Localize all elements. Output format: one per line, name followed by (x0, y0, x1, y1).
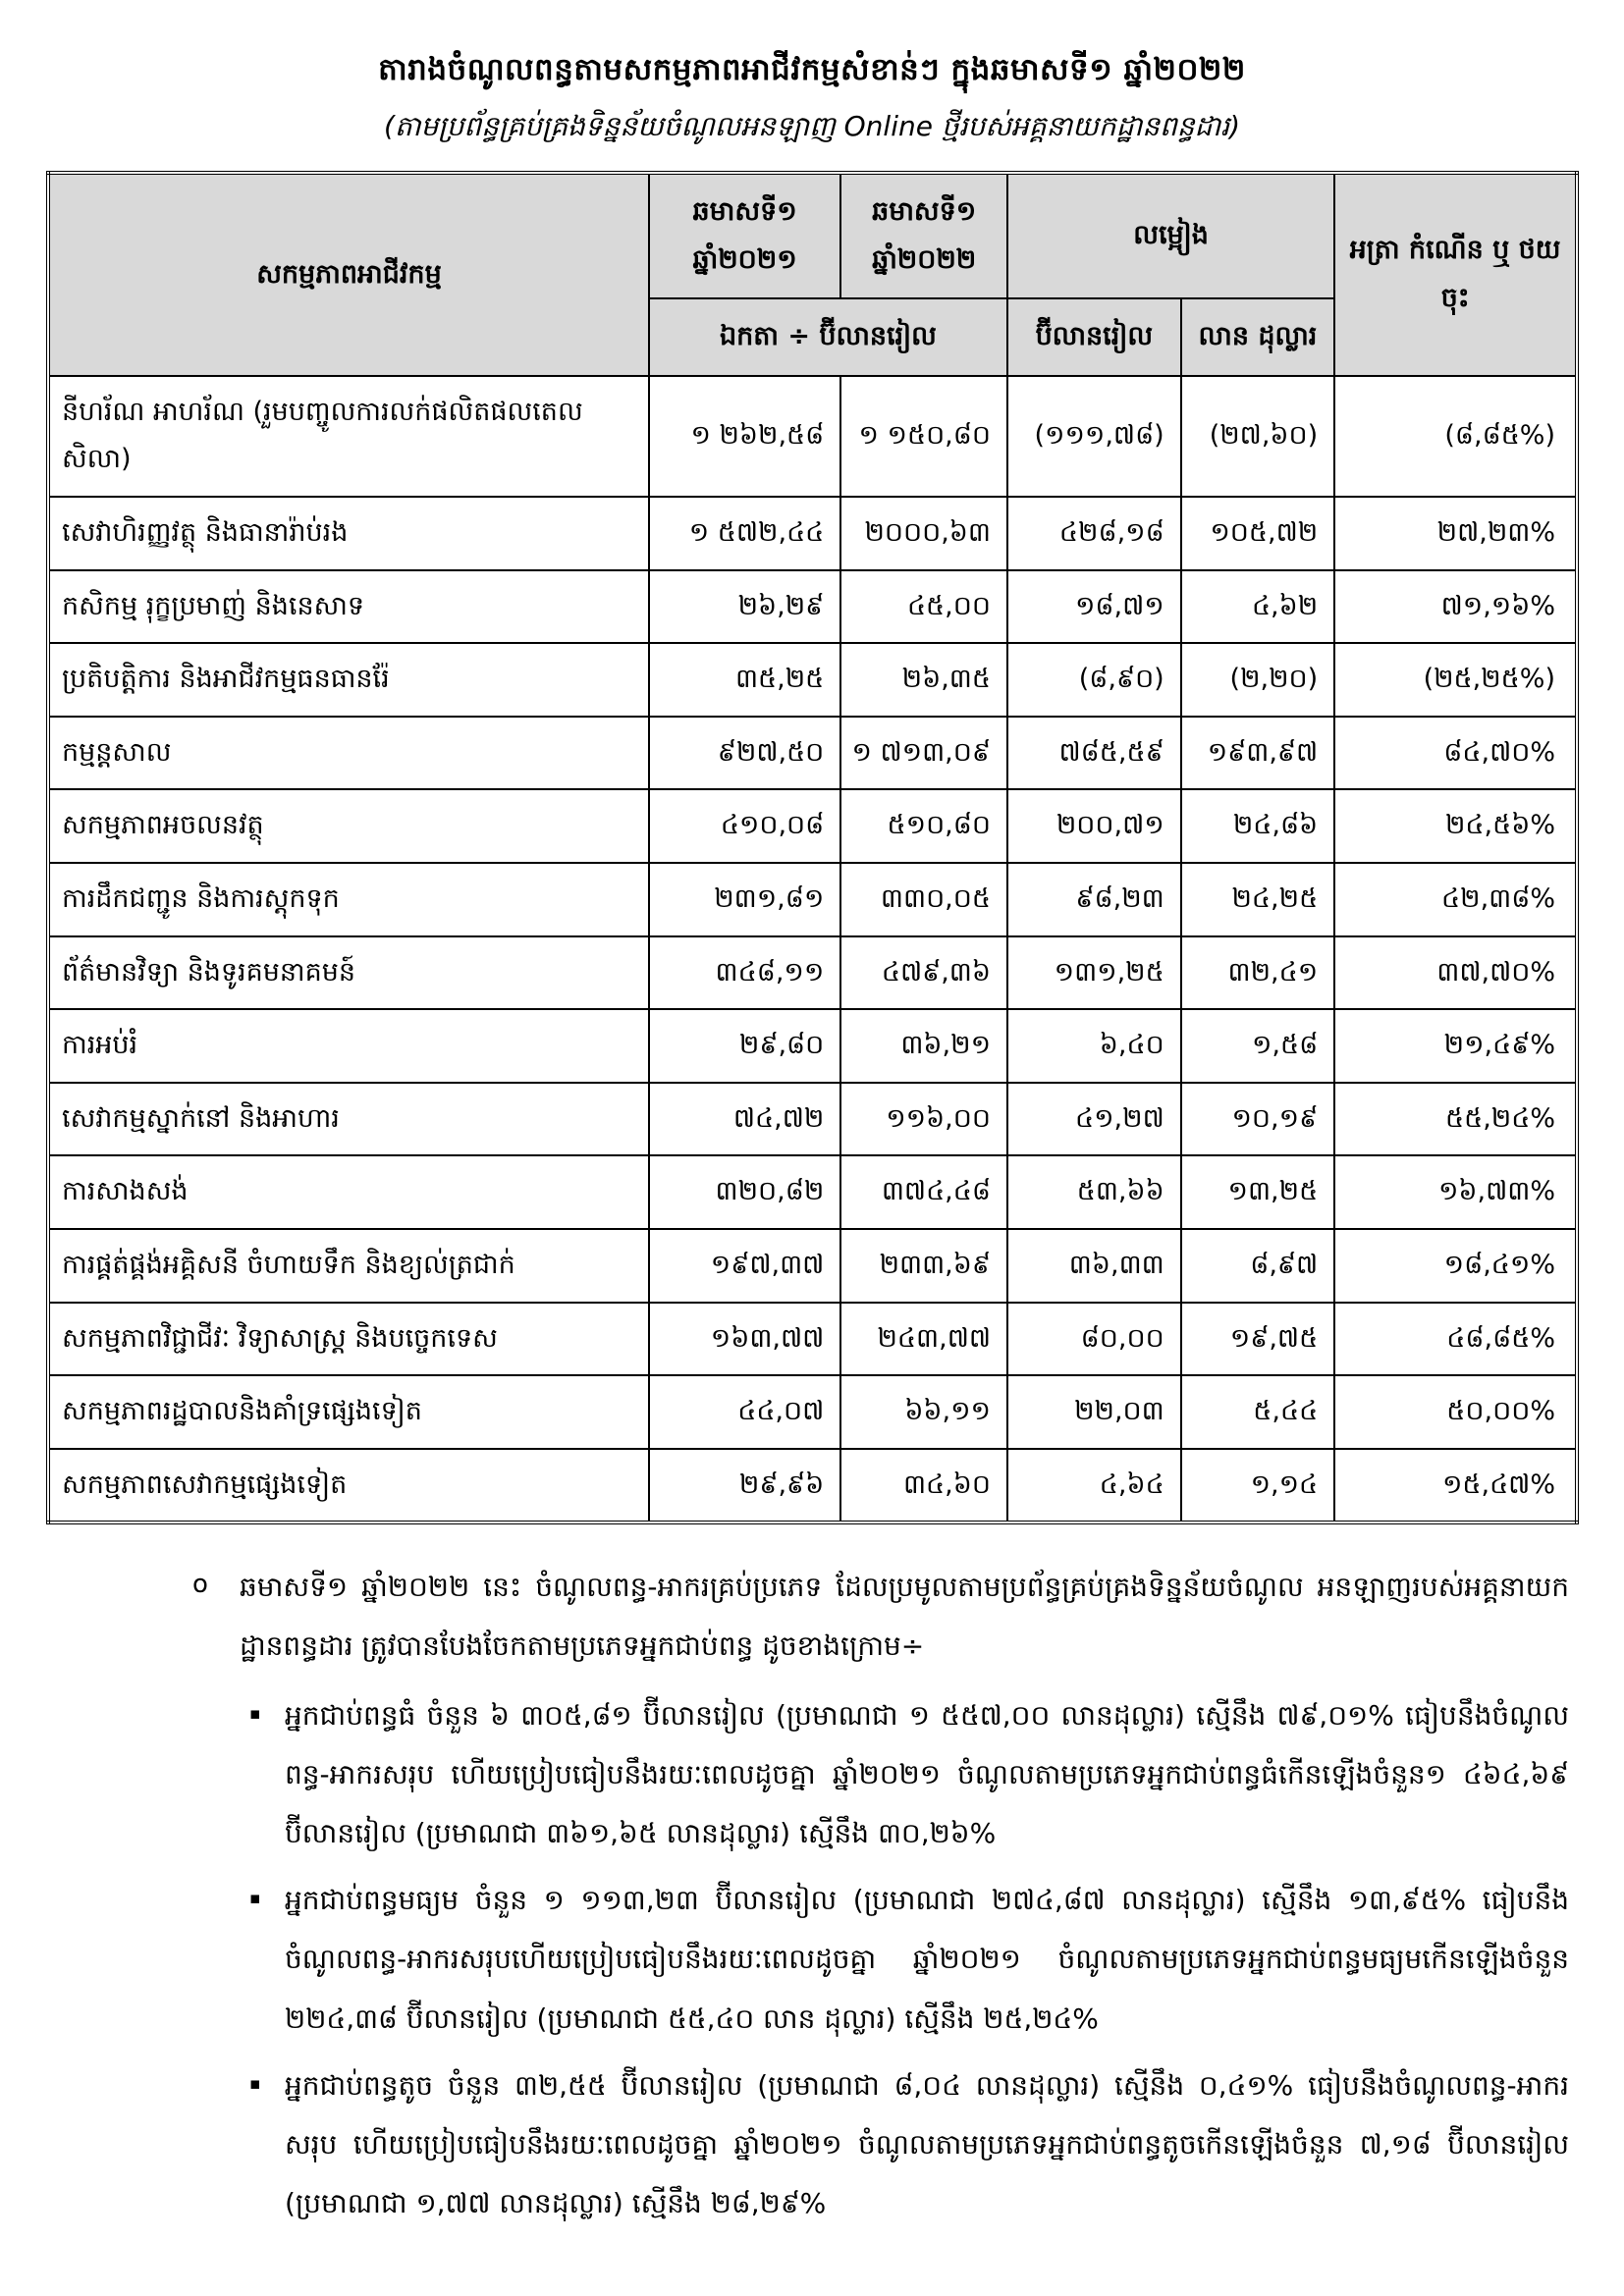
activity-cell: ប្រតិបត្តិការ និងអាជីវកម្មធនធានរ៉ែ (48, 643, 649, 717)
value-2021-cell: ៧៤,៧២ (649, 1083, 840, 1156)
value-2022-cell: ៤៥,០០ (840, 570, 1007, 644)
variance-usd-cell: ២៤,២៥ (1181, 863, 1334, 936)
activity-cell: ព័ត៌មានវិទ្យា និងទូរគមនាគមន៍ (48, 936, 649, 1010)
table-row (48, 376, 1577, 497)
activity-cell: កសិកម្ម រុក្ខប្រមាញ់ និងនេសាទ (48, 570, 649, 644)
value-2021-cell: ២៩,៩៦ (649, 1449, 840, 1523)
variance-usd-cell: (២,២០) (1181, 643, 1334, 717)
square-bullet-icon: ▪ (249, 1703, 261, 1724)
table-row (48, 789, 1577, 863)
tax-revenue-table (46, 171, 1579, 1524)
growth-rate-cell: ៤៨,៨៥% (1334, 1303, 1577, 1376)
header-variance: លម្អៀង (1007, 173, 1334, 298)
table-header (48, 173, 1577, 376)
circle-bullet-icon: o (192, 1570, 208, 1600)
note-bullet-medium-taxpayers (249, 1871, 1569, 2049)
value-2021-cell: ៣៥,២៥ (649, 643, 840, 717)
header-semester1-2021: ឆមាសទី១ ឆ្នាំ២០២១ (649, 173, 840, 298)
growth-rate-cell: (៨,៨៥%) (1334, 376, 1577, 497)
variance-riel-cell: ៦,៤០ (1007, 1009, 1181, 1083)
table-row (48, 497, 1577, 570)
value-2022-cell: ៦៦,១១ (840, 1375, 1007, 1449)
activity-cell: សេវាហិរញ្ញវត្ថុ និងធានារ៉ាប់រង (48, 497, 649, 570)
value-2022-cell: ២៣៣,៦៩ (840, 1229, 1007, 1303)
variance-usd-cell: ១៩,៧៥ (1181, 1303, 1334, 1376)
variance-usd-cell: (២៧,៦០) (1181, 376, 1334, 497)
activity-cell: សកម្មភាពវិជ្ជាជីវៈ វិទ្យាសាស្ត្រ និងបច្ចេកទេស (48, 1303, 649, 1376)
note-bullet-text: អ្នកជាប់ពន្ធតូច ចំនួន ៣២,៥៥ ប៊ីលានរៀល (ប្រមាណជា ៨,០៤ លានដុល្លារ) ស្មើនឹង ០,៤១% ធៀបនឹងចំណូលពន្ធ-អាករសរុប ហើយប្រៀបធៀបនឹងរយៈពេលដូចគ្នា ឆ្នាំ២០២១ ចំណូលតាមប្រភេទអ្នកជាប់ពន្ធតូចកើនឡើងចំនួន ៧,១៨ ប៊ីលានរៀល (ប្រមាណជា ១,៧៧ លានដុល្លារ) ស្មើនឹង ២៨,២៩% (285, 2068, 1569, 2220)
value-2021-cell: ២៣១,៨១ (649, 863, 840, 936)
activity-cell: ការអប់រំ (48, 1009, 649, 1083)
variance-riel-cell: ៥៣,៦៦ (1007, 1155, 1181, 1229)
note-bullet-small-taxpayers (249, 2056, 1569, 2234)
value-2021-cell: ៣២០,៨២ (649, 1155, 840, 1229)
variance-riel-cell: ៤១,២៧ (1007, 1083, 1181, 1156)
variance-riel-cell: ២០០,៧១ (1007, 789, 1181, 863)
variance-riel-cell: ៣៦,៣៣ (1007, 1229, 1181, 1303)
table-row (48, 1155, 1577, 1229)
square-bullet-icon: ▪ (249, 2073, 261, 2094)
variance-riel-cell: ៤២៨,១៨ (1007, 497, 1181, 570)
note-bullet-text: អ្នកជាប់ពន្ធធំ ចំនួន ៦ ៣០៥,៨១ ប៊ីលានរៀល (ប្រមាណជា ១ ៥៥៧,០០ លានដុល្លារ) ស្មើនឹង ៧៩,០១% ធៀបនឹងចំណូលពន្ធ-អាករសរុប ហើយប្រៀបធៀបនឹងរយៈពេលដូចគ្នា ឆ្នាំ២០២១ ចំណូលតាមប្រភេទអ្នកជាប់ពន្ធធំកើនឡើងចំនួន១ ៤៦៤,៦៩ ប៊ីលានរៀល (ប្រមាណជា ៣៦១,៦៥ លានដុល្លារ) ស្មើនឹង ៣០,២៦% (285, 1698, 1569, 1850)
value-2022-cell: ២៤៣,៧៧ (840, 1303, 1007, 1376)
growth-rate-cell: ២១,៤៩% (1334, 1009, 1577, 1083)
variance-riel-cell: (៨,៩០) (1007, 643, 1181, 717)
table-row (48, 1449, 1577, 1523)
notes-section (192, 1558, 1569, 2233)
header-unit: ឯកតា ÷ ប៊ីលានរៀល (649, 298, 1007, 376)
value-2022-cell: ១ ៧១៣,០៩ (840, 717, 1007, 790)
header-row-1 (48, 173, 1577, 298)
table-row (48, 936, 1577, 1010)
square-bullet-icon: ▪ (249, 1889, 261, 1909)
variance-usd-cell: ២៤,៨៦ (1181, 789, 1334, 863)
note-intro-item (192, 1558, 1569, 1676)
variance-riel-cell: ៨០,០០ (1007, 1303, 1181, 1376)
table-body (48, 376, 1577, 1523)
growth-rate-cell: ២៤,៥៦% (1334, 789, 1577, 863)
variance-riel-cell: ១៣១,២៥ (1007, 936, 1181, 1010)
growth-rate-cell: ១៦,៧៣% (1334, 1155, 1577, 1229)
page-title: តារាងចំណូលពន្ធតាមសកម្មភាពអាជីវកម្មសំខាន់ៗ ក្នុងឆមាសទី១ ឆ្នាំ២០២២ (378, 52, 1246, 87)
growth-rate-cell: ២៧,២៣% (1334, 497, 1577, 570)
table-row (48, 717, 1577, 790)
activity-cell: សេវាកម្មស្នាក់នៅ និងអាហារ (48, 1083, 649, 1156)
table-row (48, 1303, 1577, 1376)
growth-rate-cell: ៤២,៣៨% (1334, 863, 1577, 936)
variance-usd-cell: ១៣,២៥ (1181, 1155, 1334, 1229)
value-2021-cell: ១៦៣,៧៧ (649, 1303, 840, 1376)
variance-usd-cell: ៣២,៤១ (1181, 936, 1334, 1010)
activity-cell: ការដឹកជញ្ជូន និងការស្តុកទុក (48, 863, 649, 936)
variance-usd-cell: ១,៥៨ (1181, 1009, 1334, 1083)
activity-cell: សកម្មភាពសេវាកម្មផ្សេងទៀត (48, 1449, 649, 1523)
activity-cell: សកម្មភាពរដ្ឋបាលនិងគាំទ្រផ្សេងទៀត (48, 1375, 649, 1449)
value-2021-cell: ៤៤,០៧ (649, 1375, 840, 1449)
value-2022-cell: ២៦,៣៥ (840, 643, 1007, 717)
value-2022-cell: ៣៤,៦០ (840, 1449, 1007, 1523)
growth-rate-cell: ៣៧,៧០% (1334, 936, 1577, 1010)
value-2022-cell: ៣៣០,០៥ (840, 863, 1007, 936)
table-row (48, 863, 1577, 936)
table-row (48, 1375, 1577, 1449)
variance-riel-cell: (១១១,៧៨) (1007, 376, 1181, 497)
value-2022-cell: ៣៦,២១ (840, 1009, 1007, 1083)
table-row (48, 643, 1577, 717)
variance-usd-cell: ៨,៩៧ (1181, 1229, 1334, 1303)
value-2022-cell: ១១៦,០០ (840, 1083, 1007, 1156)
value-2022-cell: ៤៧៩,៣៦ (840, 936, 1007, 1010)
variance-riel-cell: ៧៨៥,៥៩ (1007, 717, 1181, 790)
activity-cell: ការសាងសង់ (48, 1155, 649, 1229)
value-2021-cell: ១ ២៦២,៥៨ (649, 376, 840, 497)
activity-cell: កម្មន្តសាល (48, 717, 649, 790)
growth-rate-cell: ៧១,១៦% (1334, 570, 1577, 644)
growth-rate-cell: ៥០,០០% (1334, 1375, 1577, 1449)
variance-usd-cell: ១០,១៩ (1181, 1083, 1334, 1156)
table-row (48, 570, 1577, 644)
value-2021-cell: ៩២៧,៥០ (649, 717, 840, 790)
value-2021-cell: ៣៤៨,១១ (649, 936, 840, 1010)
table-row (48, 1229, 1577, 1303)
activity-cell: ការផ្គត់ផ្គង់អគ្គិសនី ចំហាយទឹក និងខ្យល់ត្រជាក់ (48, 1229, 649, 1303)
value-2021-cell: ១៩៧,៣៧ (649, 1229, 840, 1303)
header-semester1-2022: ឆមាសទី១ ឆ្នាំ២០២២ (840, 173, 1007, 298)
variance-usd-cell: ៥,៤៤ (1181, 1375, 1334, 1449)
variance-usd-cell: ១,១៤ (1181, 1449, 1334, 1523)
value-2021-cell: ២៩,៨០ (649, 1009, 840, 1083)
header-variance-usd: លាន ដុល្លារ (1181, 298, 1334, 376)
variance-usd-cell: ១៩៣,៩៧ (1181, 717, 1334, 790)
variance-usd-cell: ៤,៦២ (1181, 570, 1334, 644)
variance-riel-cell: ៤,៦៤ (1007, 1449, 1181, 1523)
activity-cell: នីហរ័ណ អាហរ័ណ (រួមបញ្ចូលការលក់ផលិតផលតេលសិលា) (48, 376, 649, 497)
note-bullet-text: អ្នកជាប់ពន្ធមធ្យម ចំនួន ១ ១១៣,២៣ ប៊ីលានរៀល (ប្រមាណជា ២៧៤,៨៧ លានដុល្លារ) ស្មើនឹង ១៣,៩៥% ធៀបនឹងចំណូលពន្ធ-អាករសរុបហើយប្រៀបធៀបនឹងរយៈពេលដូចគ្នា ឆ្នាំ២០២១ ចំណូលតាមប្រភេទអ្នកជាប់ពន្ធមធ្យមកើនឡើងចំនួន ២២៤,៣៨ ប៊ីលានរៀល (ប្រមាណជា ៥៥,៤០ លាន ដុល្លារ) ស្មើនឹង ២៥,២៤% (285, 1884, 1569, 2035)
value-2021-cell: ១ ៥៧២,៤៤ (649, 497, 840, 570)
growth-rate-cell: ១៨,៤១% (1334, 1229, 1577, 1303)
variance-riel-cell: ២២,០៣ (1007, 1375, 1181, 1449)
page-subtitle: (តាមប្រព័ន្ធគ្រប់គ្រងទិន្នន័យចំណូលអនឡាញ Online ថ្មីរបស់អគ្គនាយកដ្ឋានពន្ធដារ) (383, 110, 1241, 142)
value-2021-cell: ៤១០,០៨ (649, 789, 840, 863)
variance-riel-cell: ១៨,៧១ (1007, 570, 1181, 644)
table-row (48, 1083, 1577, 1156)
value-2022-cell: ៣៧៤,៤៨ (840, 1155, 1007, 1229)
variance-riel-cell: ៩៨,២៣ (1007, 863, 1181, 936)
growth-rate-cell: (២៥,២៥%) (1334, 643, 1577, 717)
value-2021-cell: ២៦,២៩ (649, 570, 840, 644)
note-bullet-large-taxpayers (249, 1686, 1569, 1864)
header-growth-rate: អត្រា កំណើន ឬ ថយចុះ (1334, 173, 1577, 376)
growth-rate-cell: ៨៤,៧០% (1334, 717, 1577, 790)
variance-usd-cell: ១០៥,៧២ (1181, 497, 1334, 570)
activity-cell: សកម្មភាពអចលនវត្ថុ (48, 789, 649, 863)
note-intro-text: ឆមាសទី១ ឆ្នាំ២០២២ នេះ ចំណូលពន្ធ-អាករគ្រប់ប្រភេទ ដែលប្រមូលតាមប្រព័ន្ធគ្រប់គ្រងទិន្នន័យចំណូល អនឡាញរបស់អគ្គនាយកដ្ឋានពន្ធដារ ត្រូវបានបែងចែកតាមប្រភេទអ្នកជាប់ពន្ធ ដូចខាងក្រោម÷ (240, 1571, 1569, 1663)
table-row (48, 1009, 1577, 1083)
value-2022-cell: ២០០០,៦៣ (840, 497, 1007, 570)
value-2022-cell: ៥១០,៨០ (840, 789, 1007, 863)
growth-rate-cell: ១៥,៤៧% (1334, 1449, 1577, 1523)
header-variance-riel: ប៊ីលានរៀល (1007, 298, 1181, 376)
header-activity: សកម្មភាពអាជីវកម្ម (48, 173, 649, 376)
growth-rate-cell: ៥៥,២៤% (1334, 1083, 1577, 1156)
value-2022-cell: ១ ១៥០,៨០ (840, 376, 1007, 497)
